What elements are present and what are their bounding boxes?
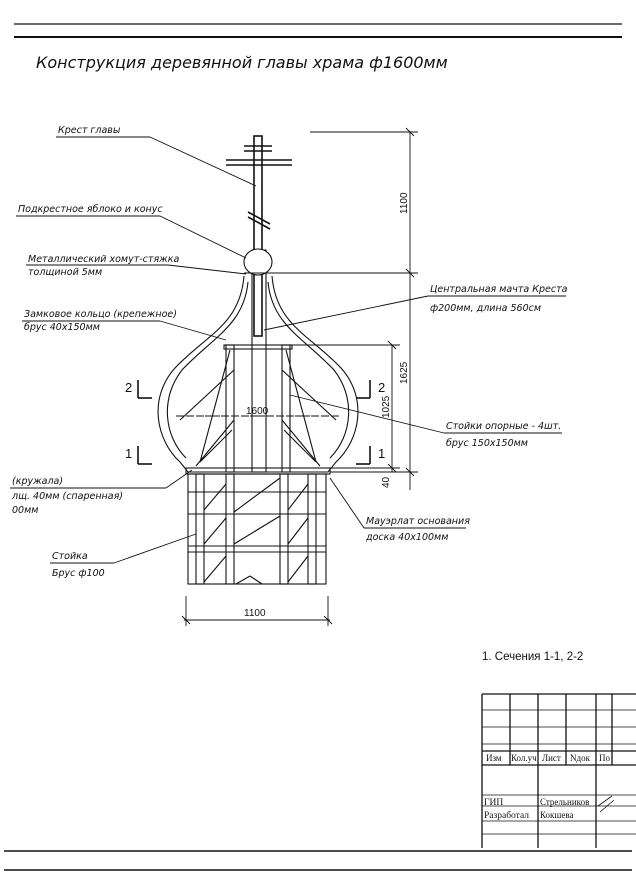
callout-collar-line2: толщиной 5мм [28,267,103,278]
section-mark-1-left: 1 [125,446,133,461]
dim-1025: 1025 [381,395,392,418]
title-block-header-podp: По [599,753,610,763]
dim-1100-base: 1100 [244,608,266,619]
title-block-name-gip: Стрельников [540,797,590,807]
section-mark-2-left: 2 [125,380,133,395]
dim-1100-top: 1100 [399,192,410,214]
callout-krug-line2: лщ. 40мм (спаренная) [12,491,124,502]
drawing-title: Конструкция деревянной главы храма ф1600мм [36,53,448,72]
apple-knob [244,249,272,275]
title-block-role-gip: ГИП [484,798,504,808]
callout-mast-line1: Центральная мачта Креста [430,284,568,295]
callout-mast-line2: ф200мм, длина 560см [430,303,542,314]
dimension-lines [178,128,418,626]
dome-drawing [158,136,358,474]
callout-ring-line2: брус 40х150мм [24,322,100,333]
section-mark-2-right: 2 [378,380,386,395]
callout-ring-line1: Замковое кольцо (крепежное) [24,309,177,320]
callout-mauer-line2: доска 40х100мм [366,532,449,543]
title-block-name-developer: Кокшева [540,810,574,820]
callout-posts-line2: брус 150х150мм [446,438,528,449]
callout-collar-line1: Металлический хомут-стяжка [28,254,180,265]
dim-1625: 1625 [399,361,410,384]
dim-40: 40 [381,476,392,488]
title-block-role-developer: Разработал [484,811,529,821]
section-mark-1-right: 1 [378,446,386,461]
title-block-header-list: Лист [542,753,561,763]
callout-mauer-line1: Мауэрлат основания [366,516,470,527]
title-block [482,694,636,848]
callout-stoika-line1: Стойка [52,551,88,562]
sections-note: 1. Сечения 1-1, 2-2 [482,651,584,663]
callout-stoika-line2: Брус ф100 [52,568,105,579]
callout-posts-line1: Стойки опорные - 4шт. [446,421,562,432]
callout-cross: Крест главы [58,125,121,136]
base-frame [188,474,326,584]
callout-krug-line3: 00мм [12,505,39,516]
dim-1600: 1600 [246,406,269,417]
callout-krug-line1: (кружала) [12,476,64,487]
title-block-header-ndok: Nдок [570,753,590,763]
title-block-header-izm: Изм [486,753,502,763]
callout-apple: Подкрестное яблоко и конус [18,204,163,215]
title-block-header-kolych: Кол.уч [511,753,537,763]
